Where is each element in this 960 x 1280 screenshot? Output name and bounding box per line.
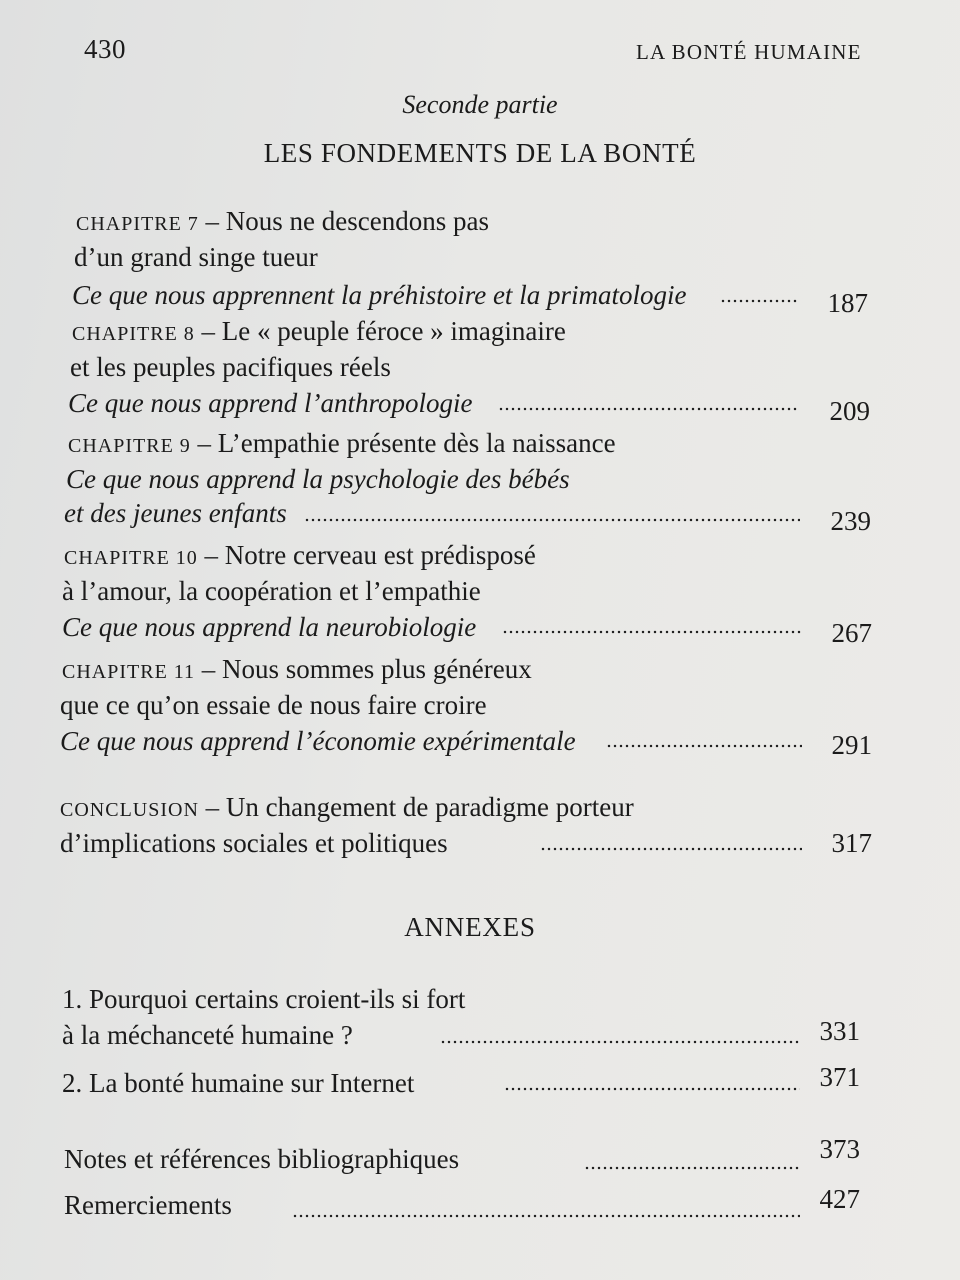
backmatter-entry: Remerciements [64,1190,232,1220]
chapter-subtitle: Ce que nous apprend la neurobiologie [62,612,477,642]
entry-separator: – [195,654,223,684]
chapter-subtitle: Ce que nous apprennent la préhistoire et la primatologie [72,280,687,310]
leader-dots [504,1087,800,1091]
annex-entry: 1. Pourquoi certains croient-ils si fort [62,984,466,1014]
toc-entry-title [62,654,532,685]
chapter-subtitle: Ce que nous apprend la psychologie des bébés [66,464,570,494]
page-ref: 187 [827,288,868,318]
page-ref: 371 [819,1062,860,1092]
leader-dots [540,847,802,851]
annexes-heading: ANNEXES [404,912,536,942]
leader-dots [720,299,798,303]
leader-dots [502,630,802,634]
annex-entry: 2. La bonté humaine sur Internet [62,1068,415,1098]
chapter-title: Nous sommes plus généreux [222,654,532,684]
toc-entry-title [76,206,489,237]
chapter-label: CHAPITRE 8 [72,323,195,345]
entry-separator: – [198,792,226,822]
chapter-subtitle: Ce que nous apprend l’économie expérimentale [60,726,576,756]
chapter-subtitle: Ce que nous apprend l’anthropologie [68,388,473,418]
leader-dots [304,518,800,522]
chapter-title: Le « peuple féroce » imaginaire [221,316,566,346]
entry-separator: – [194,316,222,346]
entry-separator: – [190,428,218,458]
page-ref: 239 [830,506,871,536]
toc-entry-title [72,316,566,347]
entry-separator: – [197,540,225,570]
backmatter-entry: Notes et références bibliographiques [64,1144,460,1174]
leader-dots [584,1166,800,1170]
conclusion-label: CONCLUSION [60,799,199,821]
chapter-title: L’empathie présente dès la naissance [217,428,616,458]
leader-dots [498,407,798,411]
page-ref: 209 [829,396,870,426]
chapter-label: CHAPITRE 9 [68,435,191,457]
toc-entry-title [64,540,536,571]
leader-dots [440,1040,800,1044]
page-ref: 317 [831,828,872,858]
running-title: LA BONTÉ HUMAINE [636,40,862,64]
chapter-title-continued: et les peuples pacifiques réels [70,352,391,382]
chapter-label: CHAPITRE 10 [64,547,198,569]
chapter-title-continued: d’un grand singe tueur [74,242,318,272]
section-title: LES FONDEMENTS DE LA BONTÉ [263,138,697,168]
page-number: 430 [84,34,126,64]
chapter-title: Notre cerveau est prédisposé [224,540,536,570]
chapter-title-continued: à l’amour, la coopération et l’empathie [62,576,481,606]
page-ref: 331 [819,1016,860,1046]
chapter-title: Nous ne descendons pas [225,206,489,236]
chapter-label: CHAPITRE 7 [76,213,199,235]
part-title: Seconde partie [402,90,558,119]
chapter-subtitle-continued: et des jeunes enfants [64,498,287,528]
leader-dots [292,1214,800,1218]
conclusion-title: Un changement de paradigme porteur [225,792,634,822]
leader-dots [606,744,802,748]
toc-entry-title [68,428,616,459]
chapter-label: CHAPITRE 11 [62,661,196,683]
page-ref: 267 [831,618,872,648]
entry-separator: – [198,206,226,236]
annex-entry-continued: à la méchanceté humaine ? [62,1020,353,1050]
page-ref: 291 [831,730,872,760]
page-ref: 427 [819,1184,860,1214]
conclusion-title-continued: d’implications sociales et politiques [60,828,448,858]
page-ref: 373 [819,1134,860,1164]
chapter-title-continued: que ce qu’on essaie de nous faire croire [60,690,487,720]
toc-entry-title [60,792,634,823]
